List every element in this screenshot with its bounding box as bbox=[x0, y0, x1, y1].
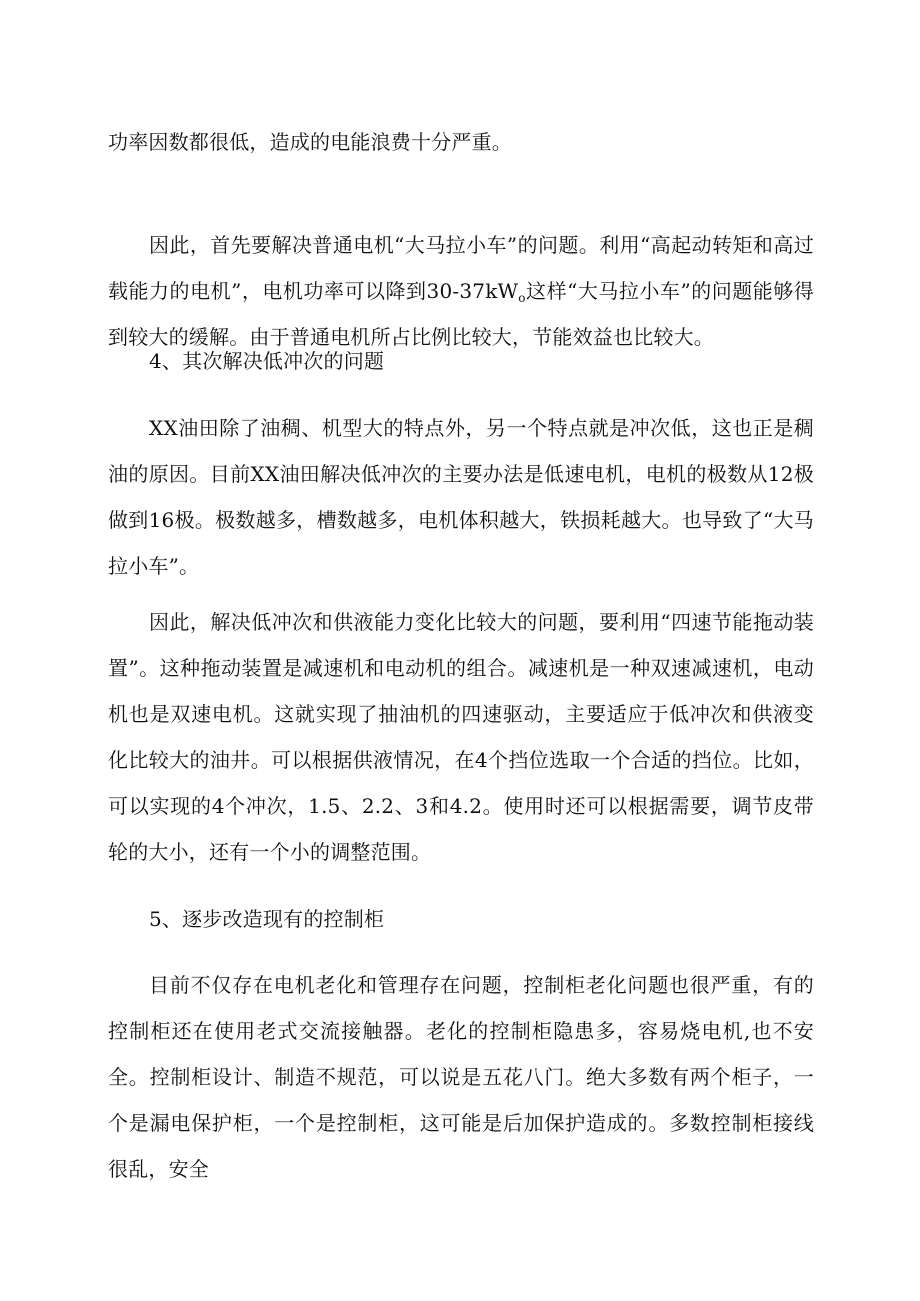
paragraph-continuation: 功率因数都很低，造成的电能浪费十分严重。 bbox=[108, 130, 512, 154]
paragraph-control-cabinet: 目前不仅存在电机老化和管理存在问题，控制柜老化问题也很严重，有的控制柜还在使用老式交流接触器。老化的控制柜隐患多，容易烧电机,也不安全。控制柜设计、制造不规范，可以说是五花八门。绝大多数有两个柜子，一个是漏电保护柜，一个是控制柜，这可能是后加保护造成的。多数控制柜接线很乱，安全 bbox=[108, 973, 814, 1181]
subscript-mark: o bbox=[518, 291, 526, 305]
section-heading-5: 5、逐步改造现有的控制柜 bbox=[149, 907, 385, 931]
section-heading-4: 4、其次解决低冲次的问题 bbox=[149, 349, 385, 373]
paragraph-motor-power-text-a: 因此，首先要解决普通电机“大马拉小车”的问题。利用“高起动转矩和高过载能力的电机”，电机功率可以降到30-37kW bbox=[108, 233, 814, 303]
paragraph-low-stroke: XX油田除了油稠、机型大的特点外，另一个特点就是冲次低，这也正是稠油的原因。目前XX油田解决低冲次的主要办法是低速电机，电机的极数从12极做到16极。极数越多，槽数越多，电机体积越大，铁损耗越大。也导致了“大马拉小车”。 bbox=[108, 416, 814, 578]
paragraph-four-speed-drive: 因此，解决低冲次和供液能力变化比较大的问题，要利用“四速节能拖动装置”。这种拖动装置是减速机和电动机的组合。减速机是一种双速减速机，电动机也是双速电机。这就实现了抽油机的四速驱动，主要适应于低冲次和供液变化比较大的油井。可以根据供液情况，在4个挡位选取一个合适的挡位。比如，可以实现的4个冲次，1.5、2.2、3和4.2。使用时还可以根据需要，调节皮带轮的大小，还有一个小的调整范围。 bbox=[108, 610, 814, 864]
paragraph-motor-power-text-b: 这样“大马拉小车”的问题能够得到较大的缓解。由于普通电机所占比例比较大，节能效益也比较大。 bbox=[108, 279, 814, 349]
